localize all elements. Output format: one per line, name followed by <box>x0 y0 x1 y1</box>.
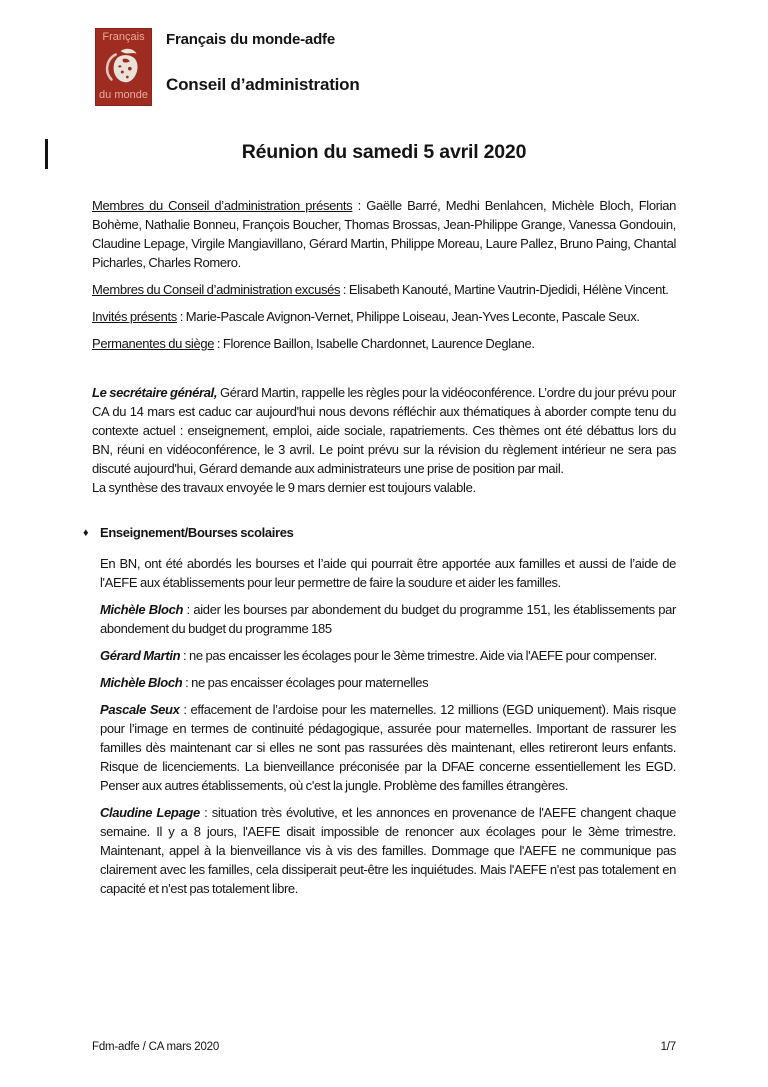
logo-word-bottom: du monde <box>99 89 148 101</box>
intro-lead: Le secrétaire général, <box>92 385 218 400</box>
section-paragraph-bloch-1 <box>100 600 676 638</box>
attendance-staff-paragraph <box>92 334 676 353</box>
header-block <box>166 31 360 95</box>
paragraph-text: ne pas encaisser les écolages pour le 3ème trimestre. Aide via l'AEFE pour compenser. <box>189 648 657 663</box>
speaker-name: Pascale Seux <box>100 702 180 717</box>
logo-word-top: Français <box>102 31 145 43</box>
intro-paragraph <box>92 383 676 497</box>
org-logo <box>95 28 152 106</box>
org-name: Français du monde-adfe <box>166 31 335 48</box>
attendance-guests-label: Invités présents <box>92 309 177 324</box>
footer-document-reference: Fdm-adfe / CA mars 2020 <box>92 1041 220 1053</box>
speaker-sep: : <box>180 648 189 663</box>
speaker-sep: : <box>179 702 191 717</box>
section-enseignement <box>83 523 677 898</box>
page-title: Réunion du samedi 5 avril 2020 <box>241 141 527 163</box>
section-paragraph-bloch-2 <box>100 673 676 692</box>
speaker-sep: : <box>199 805 212 820</box>
paragraph-text: situation très évolutive, et les annonces en provenance de l'AEFE changent chaque semaine. Il y a 8 jours, l'AEFE disait impossible de renoncer aux écolages pour le 3ème trimestre. Maintenant, appel à la bienveillance vis à vis des familles. Dommage que l'AEFE ne communique pas clairement avec les familles, cela dissiperait peut-être les inquiétudes. Mais l'AEFE n'est pas totalement en capacité et n'est pas totalement libre. <box>100 805 676 896</box>
attendance-present-sep: : <box>352 198 367 213</box>
attendance-guests-paragraph <box>92 307 676 326</box>
paragraph-text: En BN, ont été abordés les bourses et l’aide qui pourrait être apportée aux familles et aussi de l’aide de l'AEFE aux établissements pour leur permettre de faire la soudure et aider les familles. <box>100 556 676 590</box>
attendance-staff-sep: : <box>214 336 223 351</box>
paragraph-text: aider les bourses par abondement du budget du programme 151, les établissements par abondement du budget du programme 185 <box>100 602 677 636</box>
section-heading: Enseignement/Bourses scolaires <box>100 525 294 540</box>
attendance-excused-paragraph <box>92 280 676 299</box>
speaker-name: Michèle Bloch <box>100 675 183 690</box>
intro-text: Gérard Martin, rappelle les règles pour la vidéoconférence. L’ordre du jour prévu pour CA du 14 mars est caduc car aujourd'hui nous devons réfléchir aux thématiques à aborder compte tenu du contexte actuel : enseignement, emploi, aide sociale, rapatriements. Ces thèmes ont été débattus lors du BN, réuni en vidéoconférence, le 3 avril. Le point prévu sur la révision du règlement intérieur ne sera pas discuté aujourd'hui, Gérard demande aux administrateurs une prise de position par mail. <box>92 385 676 476</box>
attendance-staff-names: Florence Baillon, Isabelle Chardonnet, Laurence Deglane. <box>222 336 535 351</box>
attendance-staff-label: Permanentes du siège <box>92 336 215 351</box>
globe-icon <box>104 46 144 88</box>
attendance-excused-label: Membres du Conseil d’administration excusés <box>92 282 341 297</box>
speaker-name: Michèle Bloch <box>100 602 184 617</box>
paragraph-text: effacement de l’ardoise pour les maternelles. 12 millions (EGD uniquement). Mais risque pour l’image en termes de continuité pédagogique, assurée pour maternelles. Important de rassurer les familles dès maintenant car si elles ne sont pas rassurées dès maintenant, elles retireront leurs enfants. Risque de licenciements. La bienveillance préconisée par la DFAE concerne essentiellement les EGD. Penser aux autres établissements, où c'est la jungle. Problème des familles étrangères. <box>100 702 676 793</box>
attendance-excused-sep: : <box>340 282 349 297</box>
intro-line2: La synthèse des travaux envoyée le 9 mars dernier est toujours valable. <box>92 480 476 495</box>
document-body <box>83 196 677 906</box>
attendance-guests-sep: : <box>176 309 186 324</box>
section-paragraph-martin <box>100 646 676 665</box>
paragraph-text: ne pas encaisser écolages pour maternelles <box>191 675 429 690</box>
speaker-sep: : <box>182 675 192 690</box>
org-subtitle: Conseil d’administration <box>166 75 360 94</box>
attendance-present-paragraph <box>92 196 676 272</box>
speaker-sep: : <box>183 602 194 617</box>
section-paragraph-lepage <box>100 803 676 898</box>
footer-page-number: 1/7 <box>660 1041 676 1053</box>
attendance-present-names: Gaëlle Barré, Medhi Benlahcen, Michèle Bloch, Florian Bohème, Nathalie Bonneu, François Boucher, Thomas Brossas, Jean-Philippe Grange, Vanessa Gondouin, Claudine Lepage, Virgile Mangiavillano, Gérard Martin, Philippe Moreau, Laure Pallez, Bruno Paing, Chantal Picharles, Charles Romero. <box>92 198 676 270</box>
page-footer <box>92 1041 676 1053</box>
attendance-excused-names: Elisabeth Kanouté, Martine Vautrin-Djedidi, Hélène Vincent. <box>348 282 669 297</box>
attendance-present-label: Membres du Conseil d’administration présents <box>92 198 353 213</box>
section-heading-row <box>83 523 676 542</box>
diamond-bullet-icon: ♦ <box>83 527 89 539</box>
section-paragraph-seux <box>100 700 676 795</box>
attendance-guests-names: Marie-Pascale Avignon-Vernet, Philippe Loiseau, Jean-Yves Leconte, Pascale Seux. <box>185 309 640 324</box>
section-paragraph-bn <box>100 554 676 592</box>
speaker-name: Claudine Lepage <box>100 805 200 820</box>
speaker-name: Gérard Martin <box>100 648 181 663</box>
